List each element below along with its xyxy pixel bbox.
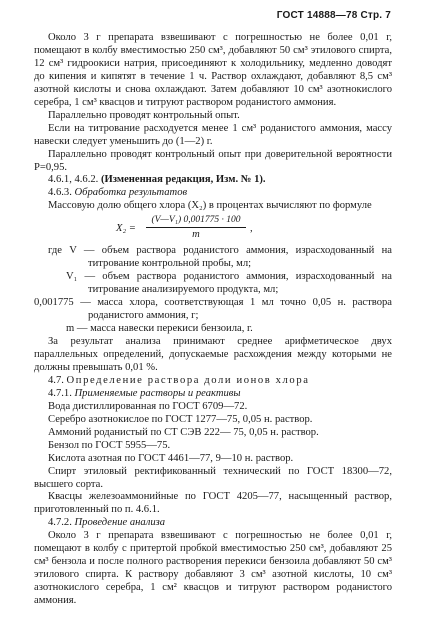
definition-constant: 0,001775 — масса хлора, соответствующая 1 мл точно 0,05 н. раствора роданистого аммония, г; bbox=[34, 297, 392, 322]
section-title: Проведение анализа bbox=[74, 517, 166, 529]
paragraph-titration-note: Если на титрование расходуется менее 1 см³ роданистого аммония, массу навески следует уменьшить до (1—2) г. bbox=[34, 122, 392, 147]
reagent-item: Аммоний роданистый по СТ СЭВ 222— 75, 0,05 н. раствор. bbox=[48, 426, 319, 438]
document-body bbox=[34, 32, 392, 608]
paragraph-formula-intro: Массовую долю общего хлора (X₂) в процентах вычисляют по формуле bbox=[48, 200, 372, 212]
section-number: 4.6.3. bbox=[48, 187, 72, 199]
section-number: 4.7. bbox=[48, 374, 64, 386]
reagent-item: Спирт этиловый ректификованный технический по ГОСТ 18300—72, высшего сорта. bbox=[34, 465, 392, 490]
formula-comma: , bbox=[250, 223, 253, 235]
fraction-bar bbox=[146, 227, 246, 228]
reagent-item: Бензол по ГОСТ 5955—75. bbox=[48, 439, 171, 451]
paragraph-revision bbox=[34, 174, 392, 187]
section-title: Применяемые растворы и реактивы bbox=[74, 387, 241, 399]
section-title: Определение раствора доли ионов хлора bbox=[66, 374, 310, 386]
reagent-item: Серебро азотнокислое по ГОСТ 1277—75, 0,05 н. раствор. bbox=[48, 413, 313, 425]
formula-numerator: (V—V₁) 0,001775 · 100 bbox=[151, 215, 241, 226]
paragraph-confidence: Параллельно проводят контрольный опыт при доверительной вероятности P=0,95. bbox=[34, 148, 392, 173]
section-heading-results bbox=[34, 187, 392, 200]
reagent-item: Кислота азотная по ГОСТ 4461—77, 9—10 н. раствор. bbox=[48, 452, 294, 464]
paragraph-control: Параллельно проводят контрольный опыт. bbox=[48, 109, 240, 121]
section-title: Обработка результатов bbox=[74, 187, 188, 199]
revision-note: (Измененная редакция, Изм. № 1). bbox=[100, 174, 266, 186]
definition-m: m — масса навески перекиси бензоила, г. bbox=[66, 323, 253, 335]
section-heading-chloride bbox=[34, 375, 392, 388]
reagent-item: Квасцы железоаммонийные по ГОСТ 4205—77, насыщенный раствор, приготовленный по п. 4.6.1. bbox=[34, 491, 392, 516]
formula bbox=[34, 214, 392, 244]
section-number: 4.6.1, 4.6.2. bbox=[48, 174, 99, 186]
formula-denominator: m bbox=[192, 229, 200, 241]
definition-v1: V₁ — объем раствора роданистого аммония, израсходованный на титрование анализируемого продукта, мл; bbox=[66, 271, 392, 296]
paragraph-result: За результат анализа принимают среднее арифметическое двух параллельных определений, допускаемые расхождения между которыми не должны превышать 0,01 %. bbox=[34, 336, 392, 373]
section-number: 4.7.2. bbox=[48, 517, 72, 529]
paragraph-procedure: Около 3 г препарата взвешивают с погрешностью не более 0,01 г, помещают в колбу вместимостью 250 см³, добавляют 50 см³ этилового спирта, 12 см³ гидроокиси натрия, присоединяют к холодильнику, медленно доводят до кипения и кипятят в течение 1 ч. Раствор охлаждают, добавляют 8,5 см³ азотной кислоты и снова охлаждают. Затем добавляют 10 см³ азотнокислого серебра, 1 см³ квасцов и титруют раствором роданистого аммония. bbox=[34, 32, 392, 108]
section-number: 4.7.1. bbox=[48, 387, 72, 399]
section-heading-reagents bbox=[34, 388, 392, 401]
formula-lhs: X₂ = bbox=[116, 223, 136, 235]
section-heading-analysis bbox=[34, 517, 392, 530]
page-header: ГОСТ 14888—78 Стр. 7 bbox=[276, 10, 391, 21]
definition-v: где V — объем раствора роданистого аммония, израсходованный на титрование контрольной пробы, мл; bbox=[48, 245, 392, 270]
reagent-item: Вода дистиллированная по ГОСТ 6709—72. bbox=[48, 400, 248, 412]
paragraph-analysis: Около 3 г препарата взвешивают с погрешностью не более 0,01 г, помещают в колбу с притертой пробкой вместимостью 250 см³, добавляют 25 см³ бензола и после полного растворения перекиси бензоила добавляют 50 см³ этилового спирта. К раствору добавляют 3 см³ азотной кислоты, 10 см³ азотнокислого серебра, 1 см² квасцов и титруют раствором роданистого аммония. bbox=[34, 530, 392, 607]
